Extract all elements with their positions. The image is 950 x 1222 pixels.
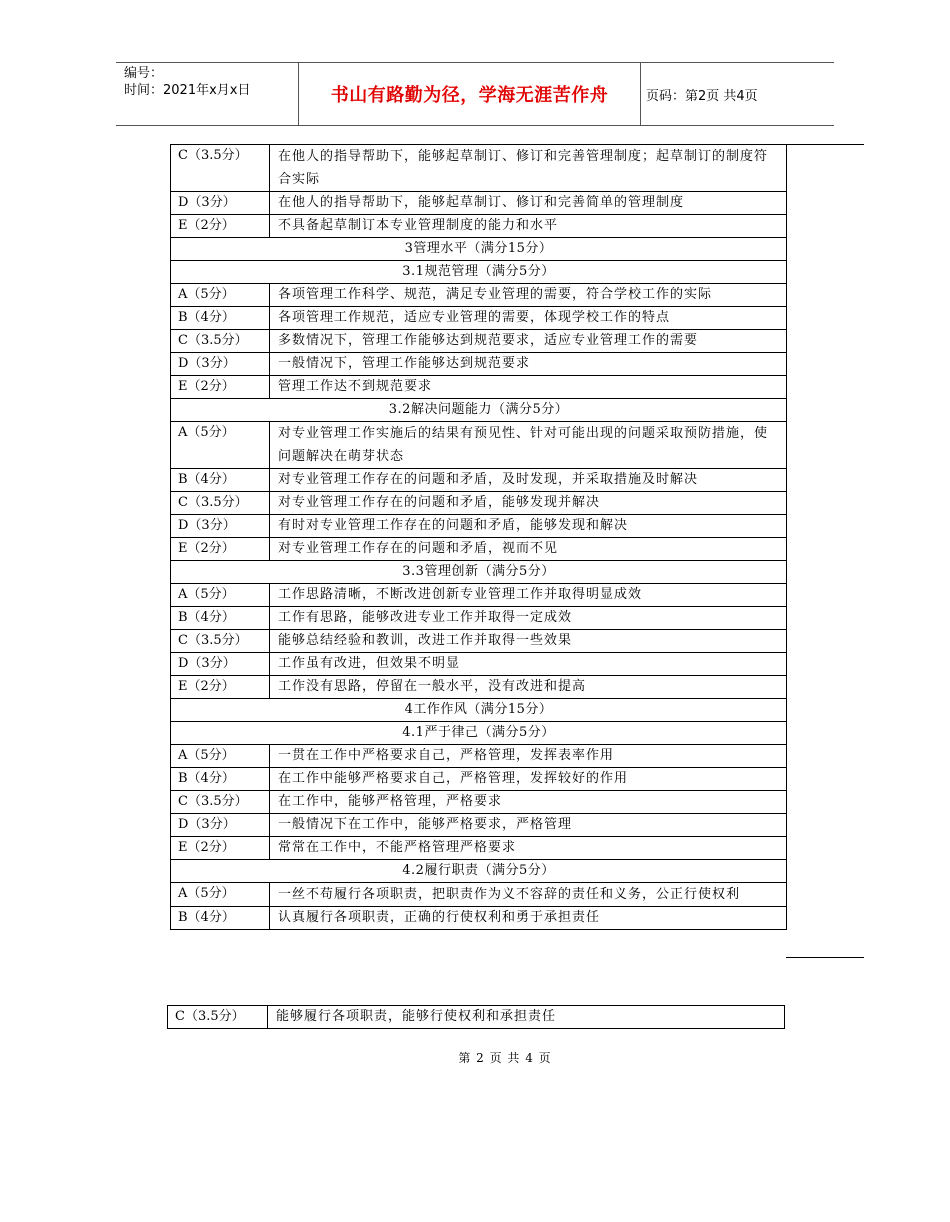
description-cell: 对专业管理工作存在的问题和矛盾，能够发现并解决: [270, 492, 787, 515]
description-cell: 不具备起草制订本专业管理制度的能力和水平: [270, 215, 787, 238]
table-row: [171, 284, 787, 307]
table-extension-line: [786, 144, 864, 145]
section-heading: 4工作作风（满分15分）: [171, 699, 787, 722]
grade-cell: B（4分）: [171, 307, 270, 330]
section-row: [171, 860, 787, 883]
table-row: [171, 515, 787, 538]
section-row: [171, 238, 787, 261]
section-heading: 4.2履行职责（满分5分）: [171, 860, 787, 883]
table-row: [171, 538, 787, 561]
description-cell: 管理工作达不到规范要求: [270, 376, 787, 399]
criteria-table: [170, 144, 787, 930]
header-motto: 书山有路勤为径，学海无涯苦作舟: [330, 85, 609, 106]
table-row: [171, 353, 787, 376]
description-cell: 各项管理工作科学、规范，满足专业管理的需要，符合学校工作的实际: [270, 284, 787, 307]
table-row: [171, 907, 787, 930]
description-cell: 一般情况下在工作中，能够严格要求，严格管理: [270, 814, 787, 837]
section-heading: 3管理水平（满分15分）: [171, 238, 787, 261]
grade-cell: B（4分）: [171, 607, 270, 630]
table-row: [171, 215, 787, 238]
description-cell: 工作思路清晰，不断改进创新专业管理工作并取得明显成效: [270, 584, 787, 607]
section-row: [171, 699, 787, 722]
description-cell: 能够履行各项职责，能够行使权利和承担责任: [268, 1006, 785, 1029]
description-cell: 在工作中能够严格要求自己，严格管理，发挥较好的作用: [270, 768, 787, 791]
table-row: [171, 145, 787, 192]
table-row: [171, 307, 787, 330]
grade-cell: A（5分）: [171, 883, 270, 907]
grade-cell: B（4分）: [171, 469, 270, 492]
grade-cell: D（3分）: [171, 192, 270, 215]
description-cell: 工作没有思路，停留在一般水平，没有改进和提高: [270, 676, 787, 699]
table-row: [171, 837, 787, 860]
grade-cell: E（2分）: [171, 676, 270, 699]
description-cell: 在工作中，能够严格管理，严格要求: [270, 791, 787, 814]
table-row: [171, 883, 787, 907]
grade-cell: C（3.5分）: [171, 492, 270, 515]
description-cell: 认真履行各项职责，正确的行使权利和勇于承担责任: [270, 907, 787, 930]
grade-cell: C（3.5分）: [168, 1006, 268, 1029]
table-row: [171, 422, 787, 469]
grade-cell: D（3分）: [171, 653, 270, 676]
continuation-table: [167, 1005, 785, 1029]
table-row: [171, 607, 787, 630]
number-label: 编号：: [124, 66, 164, 81]
description-cell: 在他人的指导帮助下，能够起草制订、修订和完善简单的管理制度: [270, 192, 787, 215]
grade-cell: E（2分）: [171, 215, 270, 238]
grade-cell: C（3.5分）: [171, 791, 270, 814]
grade-cell: B（4分）: [171, 768, 270, 791]
section-row: [171, 399, 787, 422]
table-row: [171, 630, 787, 653]
description-cell: 一丝不苟履行各项职责，把职责作为义不容辞的责任和义务，公正行使权利: [270, 883, 787, 907]
header-divider: [640, 63, 641, 125]
section-heading: 3.3管理创新（满分5分）: [171, 561, 787, 584]
description-cell: 常常在工作中，不能严格管理严格要求: [270, 837, 787, 860]
table-row: [171, 814, 787, 837]
section-heading: 4.1严于律己（满分5分）: [171, 722, 787, 745]
section-row: [171, 722, 787, 745]
page-footer: 第 2 页 共 4 页: [458, 1051, 552, 1065]
grade-cell: D（3分）: [171, 814, 270, 837]
description-cell: 对专业管理工作实施后的结果有预见性、针对可能出现的问题采取预防措施，使问题解决在萌芽状态: [270, 422, 787, 469]
description-cell: 多数情况下，管理工作能够达到规范要求，适应专业管理工作的需要: [270, 330, 787, 353]
description-cell: 工作虽有改进，但效果不明显: [270, 653, 787, 676]
criteria-table-body: [171, 145, 787, 930]
grade-cell: D（3分）: [171, 353, 270, 376]
grade-cell: D（3分）: [171, 515, 270, 538]
header-meta: [124, 65, 300, 99]
description-cell: 对专业管理工作存在的问题和矛盾，视而不见: [270, 538, 787, 561]
table-row: [171, 768, 787, 791]
table-row: [168, 1006, 785, 1029]
description-cell: 有时对专业管理工作存在的问题和矛盾，能够发现和解决: [270, 515, 787, 538]
description-cell: 各项管理工作规范，适应专业管理的需要，体现学校工作的特点: [270, 307, 787, 330]
table-row: [171, 192, 787, 215]
grade-cell: C（3.5分）: [171, 630, 270, 653]
table-row: [171, 745, 787, 768]
section-row: [171, 561, 787, 584]
section-heading: 3.2解决问题能力（满分5分）: [171, 399, 787, 422]
section-row: [171, 261, 787, 284]
description-cell: 在他人的指导帮助下，能够起草制订、修订和完善管理制度；起草制订的制度符合实际: [270, 145, 787, 192]
table-row: [171, 791, 787, 814]
table-row: [171, 584, 787, 607]
page-header: [116, 62, 834, 126]
table-row: [171, 330, 787, 353]
description-cell: 能够总结经验和教训，改进工作并取得一些效果: [270, 630, 787, 653]
header-page-number: 页码：第2页 共4页: [646, 88, 758, 104]
description-cell: 一般情况下，管理工作能够达到规范要求: [270, 353, 787, 376]
grade-cell: C（3.5分）: [171, 145, 270, 192]
table-row: [171, 653, 787, 676]
table-row: [171, 492, 787, 515]
grade-cell: A（5分）: [171, 584, 270, 607]
grade-cell: A（5分）: [171, 422, 270, 469]
grade-cell: B（4分）: [171, 907, 270, 930]
time-label: 时间：2021年x月x日: [124, 83, 251, 98]
description-cell: 对专业管理工作存在的问题和矛盾，及时发现，并采取措施及时解决: [270, 469, 787, 492]
grade-cell: E（2分）: [171, 538, 270, 561]
grade-cell: E（2分）: [171, 376, 270, 399]
description-cell: 工作有思路，能够改进专业工作并取得一定成效: [270, 607, 787, 630]
table-row: [171, 376, 787, 399]
grade-cell: A（5分）: [171, 284, 270, 307]
table-row: [171, 676, 787, 699]
section-heading: 3.1规范管理（满分5分）: [171, 261, 787, 284]
table-row: [171, 469, 787, 492]
grade-cell: A（5分）: [171, 745, 270, 768]
table-extension-line: [786, 957, 864, 958]
grade-cell: C（3.5分）: [171, 330, 270, 353]
description-cell: 一贯在工作中严格要求自己，严格管理，发挥表率作用: [270, 745, 787, 768]
grade-cell: E（2分）: [171, 837, 270, 860]
